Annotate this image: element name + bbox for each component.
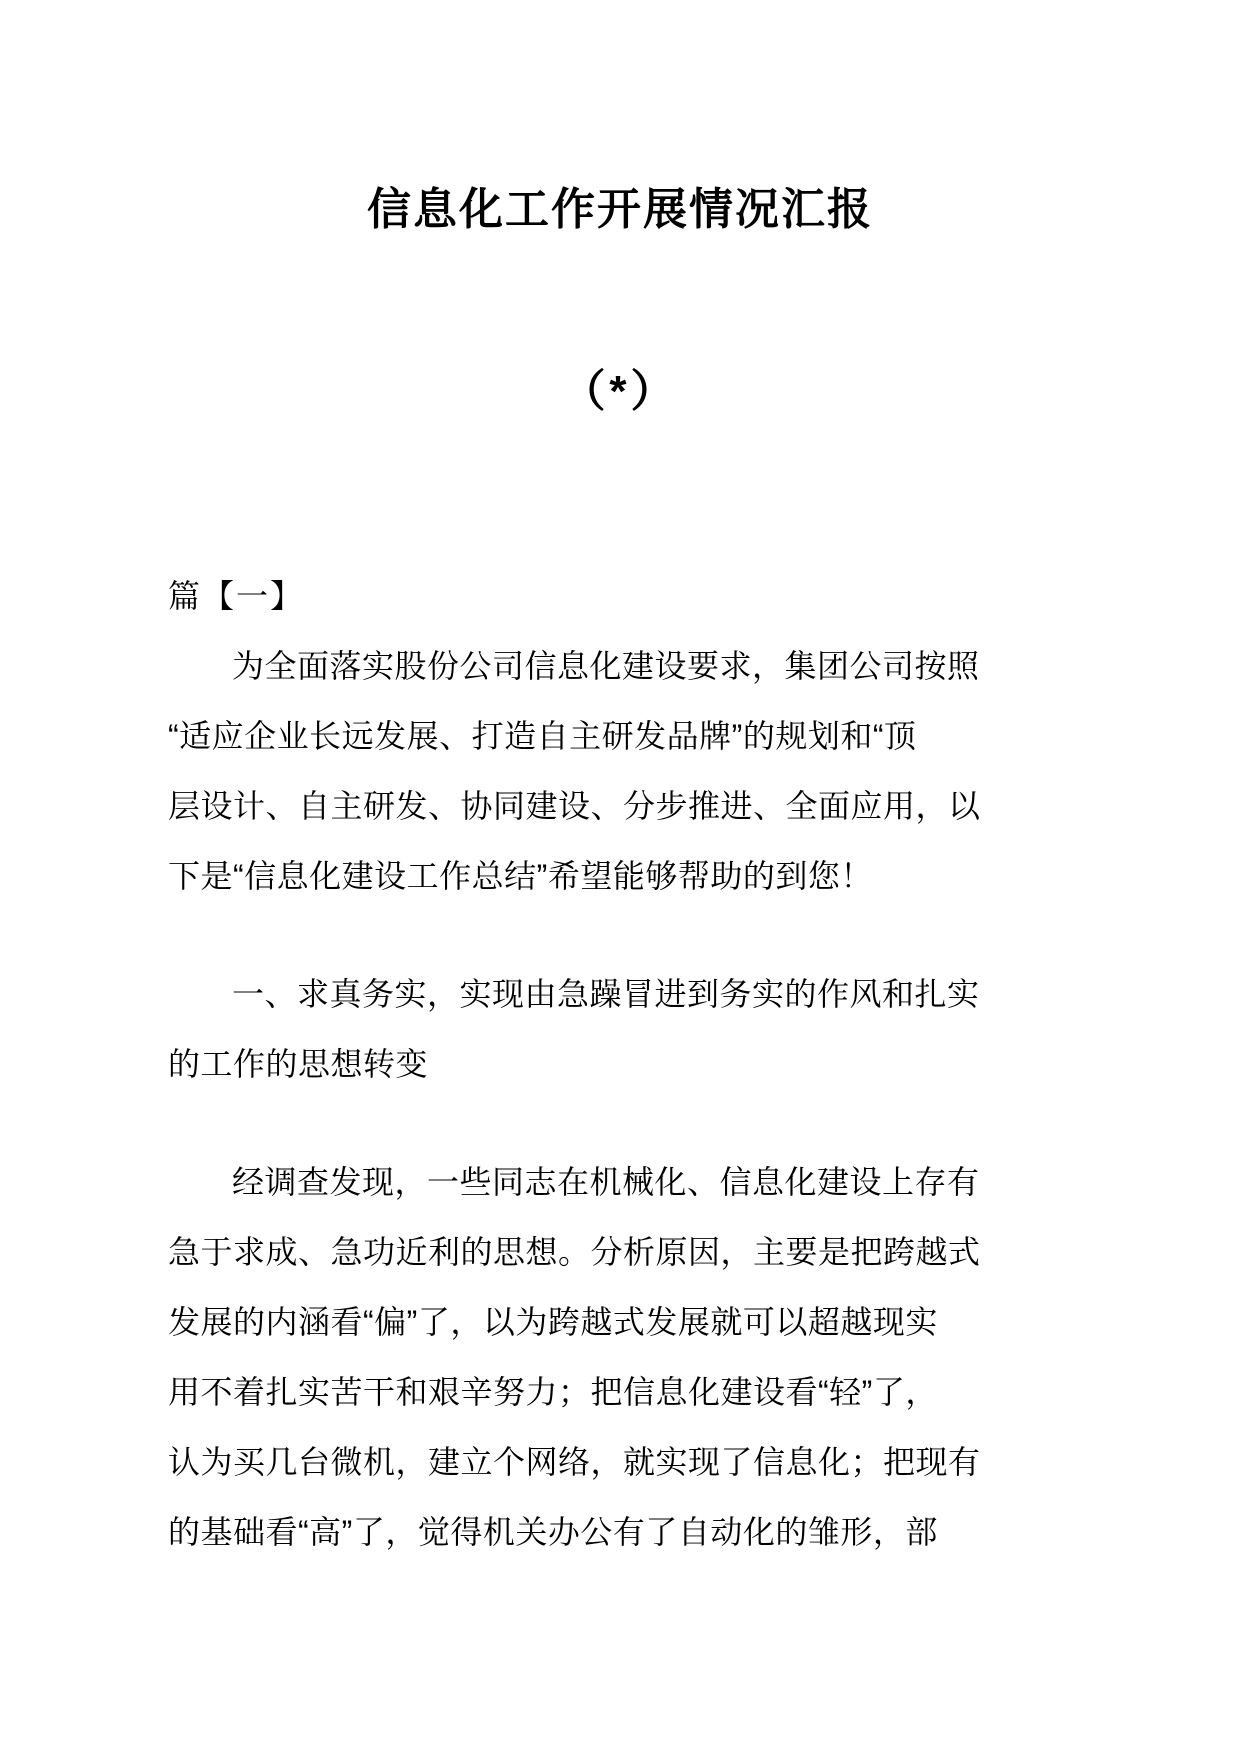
text-line: 发展的内涵看“偏”了，以为跨越式发展就可以超越现实 <box>168 1304 938 1340</box>
document-body <box>0 561 980 1567</box>
text-line: 下是“信息化建设工作总结”希望能够帮助的到您！ <box>168 858 873 894</box>
text-line: 一、求真务实，实现由急躁冒进到务实的作风和扎实 <box>232 976 980 1012</box>
text-line: “适应企业长远发展、打造自主研发品牌”的规划和“顶 <box>168 718 917 754</box>
document-title: 信息化工作开展情况汇报 <box>367 185 873 234</box>
section-heading-1 <box>168 959 980 1099</box>
text-line: 篇【一】 <box>168 578 305 614</box>
text-line: 的工作的思想转变 <box>168 1046 429 1082</box>
text-line: 的基础看“高”了，觉得机关办公有了自动化的雏形，部 <box>168 1514 938 1550</box>
text-line: 经调查发现，一些同志在机械化、信息化建设上存有 <box>232 1164 980 1200</box>
star-line: （*） <box>561 367 679 416</box>
paragraph-2 <box>168 1147 980 1567</box>
text-line: 急于求成、急功近利的思想。分析原因，主要是把跨越式 <box>168 1234 981 1270</box>
paragraph-1 <box>168 631 980 911</box>
text-line: 为全面落实股份公司信息化建设要求，集团公司按照 <box>232 648 980 684</box>
text-line: 认为买几台微机，建立个网络，就实现了信息化；把现有 <box>168 1444 981 1480</box>
text-line: 用不着扎实苦干和艰辛努力；把信息化建设看“轻”了， <box>168 1374 938 1410</box>
part-label <box>168 561 980 631</box>
text-line: 层设计、自主研发、协同建设、分步推进、全面应用，以 <box>168 788 981 824</box>
